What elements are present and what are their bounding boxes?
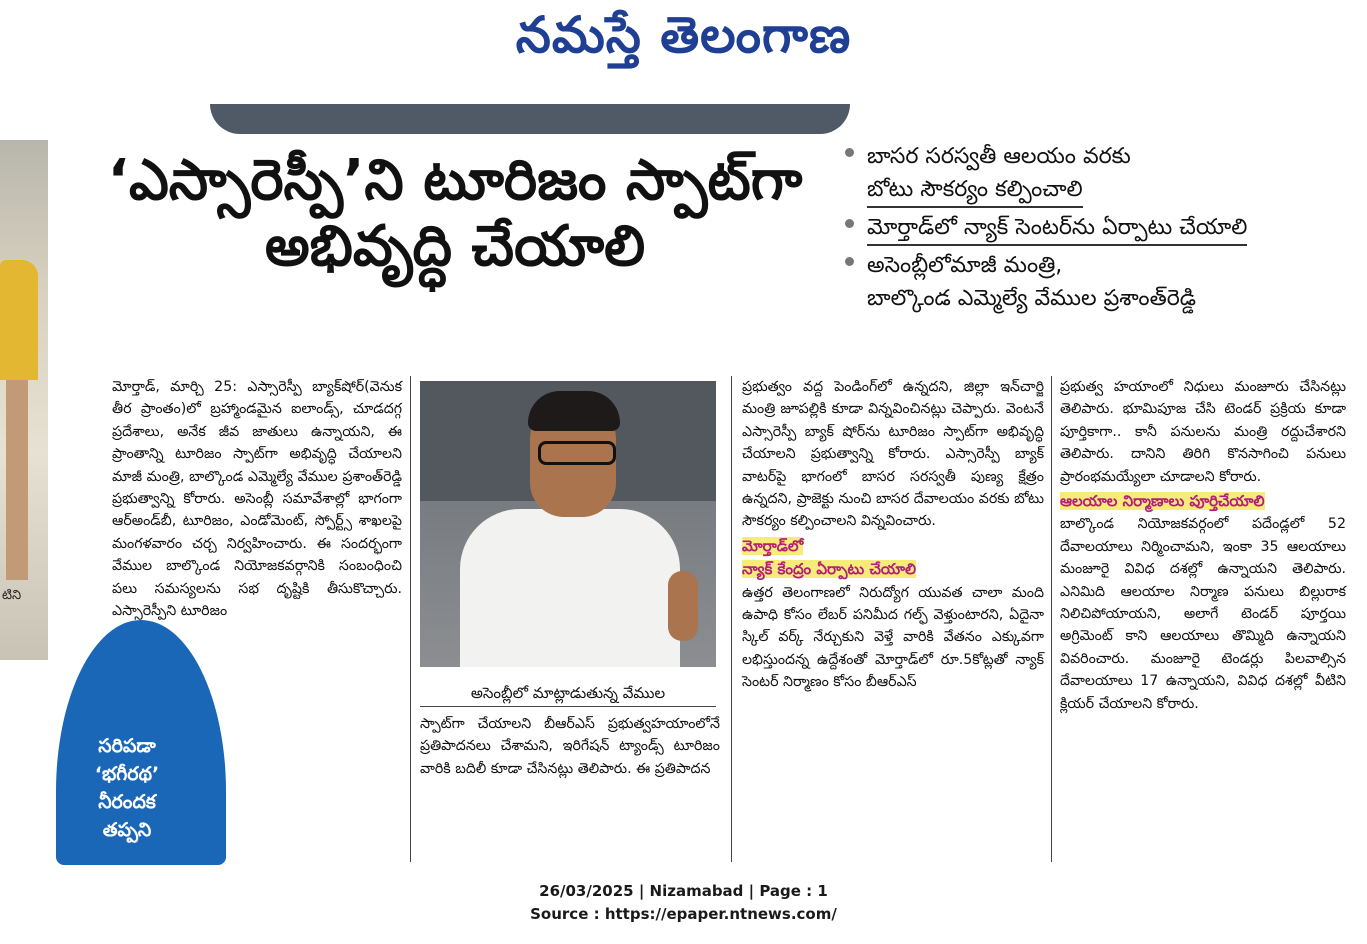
bullet-dot-icon	[845, 148, 854, 157]
teaser-line: తప్పని	[102, 819, 152, 841]
bullet-line: బాసర సరస్వతీ ఆలయం వరకు	[867, 144, 1131, 169]
left-edge-caption-fragment: టిని	[2, 588, 22, 603]
teaser-line: సరిపడా	[98, 735, 156, 757]
article-column-4	[1060, 376, 1346, 715]
article-headline	[60, 148, 850, 280]
photo-person-shirt	[460, 509, 680, 667]
bullet-item	[845, 140, 1345, 208]
left-edge-photo	[0, 140, 48, 660]
bullet-line: మోర్తాడ్‌లో న్యాక్ సెంటర్‌ను ఏర్పాటు చేయాలి	[867, 211, 1247, 246]
column-divider	[410, 376, 411, 862]
water-drop-teaser	[62, 732, 192, 844]
masthead-logo: నమస్తే తెలంగాణ	[515, 6, 852, 64]
highlight-bullets	[845, 140, 1345, 318]
column-divider	[731, 376, 732, 862]
article-column-2: స్పాట్‌గా చేయాలని బీఆర్ఎస్ ప్రభుత్వహయాంలోనే ప్రతిపాదనలు చేశామని, ఇరిగేషన్ ట్యాండ్స్ టూరిజం వారికి బదిలీ కూడా చేసినట్లు తెలిపారు. ఈ ప్రతిపాదన	[420, 716, 720, 777]
photo-person-hand	[668, 571, 698, 641]
photo-person-glasses	[538, 441, 616, 465]
column-4-paragraph-2: బాల్కొండ నియోజకవర్గంలో పదేండ్లలో 52 దేవాలయాలు నిర్మించామని, ఇంకా 35 ఆలయాలు మంజూరై వివిధ దశల్లో ఉన్నాయని తెలిపారు. ఎనిమిది ఆలయాల నిర్మాణ పనులు బిల్లురాక నిలిచిపోయాయని, అలాగే టెండర్ పూర్తయి అగ్రిమెంట్ కాని ఆలయాలు తొమ్మిది ఉన్నాయని వివరించారు. మంజూరై టెండర్లు పిలవాల్సిన దేవాలయాలు 17 ఉన్నాయని, వివిధ దశల్లో వీటిని క్లియర్ చేయాలని కోరారు.	[1060, 516, 1346, 712]
column-3-paragraph-2: ఉత్తర తెలంగాణలో నిరుద్యోగ యువత చాలా మంది ఉపాధి కోసం లేబర్ పనిమీద గల్ఫ్ వెళ్తుంటారని, ఏదైనా స్కిల్ వర్క్ నేర్చుకుని వెళ్తే వారికి వేతనం ఎక్కువగా లభిస్తుందన్న ఉద్దేశంతో మోర్తాడ్‌లో రూ.5కోట్లతో న్యాక్ సెంటర్ నిర్మాణం కోసం బీఆర్ఎస్	[742, 584, 1044, 691]
decorative-banner-arc	[210, 104, 850, 134]
headline-line-1: ‘ఎస్సారెస్పీ’ని టూరిజం స్పాట్‌గా	[107, 148, 803, 213]
subhead-temples: ఆలయాల నిర్మాణాలు పూర్తిచేయాలి	[1060, 492, 1265, 511]
teaser-line: నీరందక	[98, 791, 156, 813]
photo-person-hair	[528, 391, 620, 431]
headline-line-2: అభివృద్ధి చేయాలి	[264, 214, 646, 279]
bullet-line: బోటు సౌకర్యం కల్పించాలి	[867, 173, 1083, 208]
bullet-item	[845, 249, 1345, 315]
article-column-1: మోర్తాడ్, మార్చి 25: ఎస్సారెస్పీ బ్యాక్‌షోర్(వెనుక తీర ప్రాంతం)లో బ్రహ్మాండమైన ఐలాండ్స్, చూడదగ్గ ప్రదేశాలు, అనేక జీవ జాతులు ఉన్నాయని, ఈ ప్రాంతాన్ని టూరిజం స్పాట్‌గా అభివృద్ధి చేయాలని మాజీ మంత్రి, బాల్కొండ ఎమ్మెల్యే వేముల ప్రశాంత్‌రెడ్డి ప్రభుత్వాన్ని కోరారు. అసెంబ్లీ సమావేశాల్లో భాగంగా ఆర్అండ్‌బీ, టూరిజం, ఎండోమెంట్, స్పోర్ట్స్ శాఖలపై మంగళవారం చర్చ నిర్వహించారు. ఈ సందర్భంగా వేముల బాల్కొండ నియోజకవర్గానికి సంబంధించి పలు సమస్యలను సభ దృష్టికి తీసుకొచ్చారు. ఎస్సారెస్పీని టూరిజం	[112, 379, 402, 620]
footer-source-link[interactable]: Source : https://epaper.ntnews.com/	[530, 905, 837, 923]
article-column-3	[742, 376, 1044, 694]
bullet-item	[845, 211, 1345, 246]
column-3-paragraph-1: ప్రభుత్వం వద్ద పెండింగ్‌లో ఉన్నదని, జిల్లా ఇన్‌చార్జి మంత్రి జూపల్లికి కూడా విన్నవించినట్లు చెప్పారు. వెంటనే ఎస్సారెస్పీ బ్యాక్ షోర్‌ను టూరిజం స్పాట్‌గా అభివృద్ధి చేయాలని ప్రభుత్వాన్ని కోరారు. ఎస్సారెస్పీ బ్యాక్ వాటర్‌పై భాగంలో బాసర సరస్వతీ పుణ్య క్షేత్రం ఉన్నదని, ప్రాజెక్టు నుంచి బాసర దేవాలయం వరకు బోటు సౌకర్యం కల్పించాలని విన్నవించారు.	[742, 379, 1044, 530]
article-photo-vemula	[420, 381, 716, 667]
caption-divider	[420, 706, 716, 707]
bullet-line: బాల్కొండ ఎమ్మెల్యే వేముల ప్రశాంత్‌రెడ్డి	[867, 286, 1197, 311]
bullet-line: అసెంబ్లీలోమాజీ మంత్రి,	[867, 253, 1063, 278]
subhead-mortad: మోర్తాడ్‌లో	[742, 536, 804, 555]
photo-child-shirt	[0, 260, 38, 380]
photo-child-leg	[6, 380, 28, 580]
column-divider	[1051, 376, 1052, 862]
subhead-nac-center: న్యాక్ కేంద్రం ఏర్పాటు చేయాలి	[742, 560, 916, 579]
bullet-dot-icon	[845, 219, 854, 228]
bullet-dot-icon	[845, 257, 854, 266]
column-4-paragraph-1: ప్రభుత్వ హయాంలో నిధులు మంజూరు చేసినట్లు తెలిపారు. భూమిపూజ చేసి టెండర్ ప్రక్రియ కూడా పూర్తికాగా.. కానీ పనులను మంత్రి రద్దుచేశారని తెలిపారు. దానిని తిరిగి కొనసాగించి పనులు ప్రారంభమయ్యేలా చూడాలని కోరారు.	[1060, 379, 1346, 485]
photo-caption: అసెంబ్లీలో మాట్లాడుతున్న వేముల	[470, 684, 666, 702]
footer-date-edition: 26/03/2025 | Nizamabad | Page : 1	[539, 882, 828, 900]
teaser-line: ‘భగీరథ’	[94, 763, 160, 785]
